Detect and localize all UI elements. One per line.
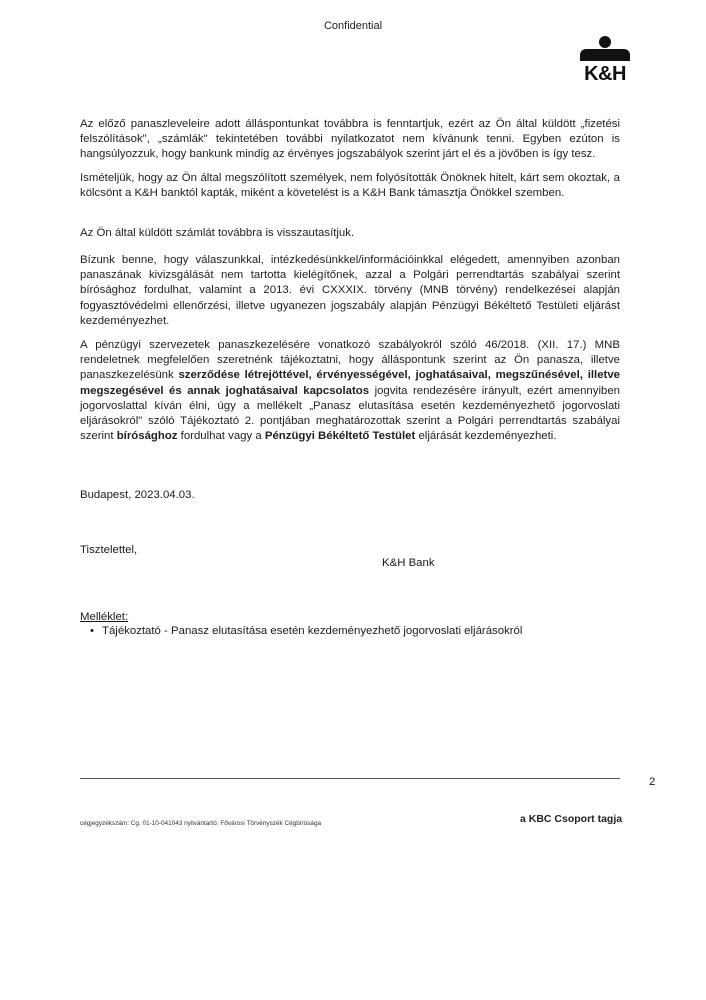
logo-ball-shape xyxy=(599,36,611,48)
paragraph-2-text: Ismételjük, hogy az Ön által megszólított személyek, nem folyósították Önöknek hitelt, kárt sem okoztak, a kölcsönt a K&H banktól kapták, miként a követelést is a K&H Bank támasztja Önökkel szemben. xyxy=(80,172,620,200)
paragraph-4-text: Bízunk benne, hogy válaszunkkal, intézkedésünkkel/információinkkal elégedett, amennyiben azonban panaszának kivizsgálását nem tartotta kielégítőnek, azzal a Polgári perrendtartás szabályai szerint bírósághoz fordulhat, valamint a 2013. évi CXXXIX. törvény (MNB törvény) rendelkezései alapján fogyasztóvédelmi ellenőrzési, illetve ugyanezen jogszabály alapján Pénzügyi Békéltető Testületi eljárást kezdeményezhet. xyxy=(80,254,620,327)
kbc-group-tagline: a KBC Csoport tagja xyxy=(520,813,623,825)
logo-wordmark: K&H xyxy=(584,63,626,85)
paragraph-5-bold-board: Pénzügyi Békéltető Testület xyxy=(264,430,416,443)
paragraph-5-part-c: jogvita rendezésére irányult, ezért amennyiben jogorvoslattal kíván élni, úgy a mellékelt „Panasz elutasítása esetén kezdeményezhető jogorvoslati eljárásokról" szóló Tájékoztató 2. pontjában meghatározottak szerint a Polgári perrendtartás szabályai szerint xyxy=(80,384,620,443)
paragraph-5-part-a: A pénzügyi szervezetek panaszkezelésére vonatkozó szabályokról szóló 46/2018. (XII. 17.) MNB rendeletnek megfelelően szeretnénk tájékoztatni, hogy álláspontunk szerint az Ön panasza, illetve panaszkezelésünk xyxy=(80,339,620,382)
attachment-heading: Melléklet: xyxy=(80,611,129,623)
paragraph-1-text: Az előző panaszleveleire adott álláspontunkat továbbra is fenntartjuk, ezért az Ön által küldött „fizetési felszólítások", „számlák" tekintetében további nyilatkozatot nem kívánunk tenni. Egyben ezúton is hangsúlyozzuk, hogy bankunk mindig az érvényes jogszabályok szerint járt el és a jövőben is így tesz. xyxy=(80,118,620,161)
attachment-list xyxy=(80,625,522,637)
page-number: 2 xyxy=(649,776,656,788)
footer-divider xyxy=(80,778,620,779)
letter-date: Budapest, 2023.04.03. xyxy=(80,489,195,501)
closing-greeting: Tisztelettel, xyxy=(80,544,138,556)
company-registry: cégjegyzékszám: Cg. 01-10-041043 nyilvántartó: Fővárosi Törvényszék Cégbírósága xyxy=(80,820,322,827)
confidential-label: Confidential xyxy=(323,20,383,32)
paragraph-3 xyxy=(80,226,620,241)
attachment-item: • Tájékoztató - Panasz elutasítása esetén kezdeményezhető jogorvoslati eljárásokról xyxy=(80,625,522,637)
paragraph-1 xyxy=(80,117,620,163)
signature-name: K&H Bank xyxy=(382,557,435,569)
logo-bar-shape xyxy=(580,49,630,61)
paragraph-5 xyxy=(80,338,620,444)
paragraph-5-bold-court: bírósághoz xyxy=(116,430,178,443)
paragraph-3-text: Az Ön által küldött számlát továbbra is visszautasítjuk. xyxy=(80,227,355,239)
paragraph-2 xyxy=(80,171,620,201)
paragraph-4 xyxy=(80,253,620,329)
kh-logo xyxy=(576,36,634,92)
paragraph-5-bold-legal-scope: szerződése létrejöttével, érvényességével, joghatásaival, megszűnésével, illetve megszegésével és annak joghatásaival kapcsolatos xyxy=(80,369,620,397)
paragraph-5-part-e: fordulhat vagy a xyxy=(177,430,265,443)
paragraph-5-text xyxy=(80,338,620,444)
paragraph-5-part-g: eljárását kezdeményezheti. xyxy=(415,430,557,443)
